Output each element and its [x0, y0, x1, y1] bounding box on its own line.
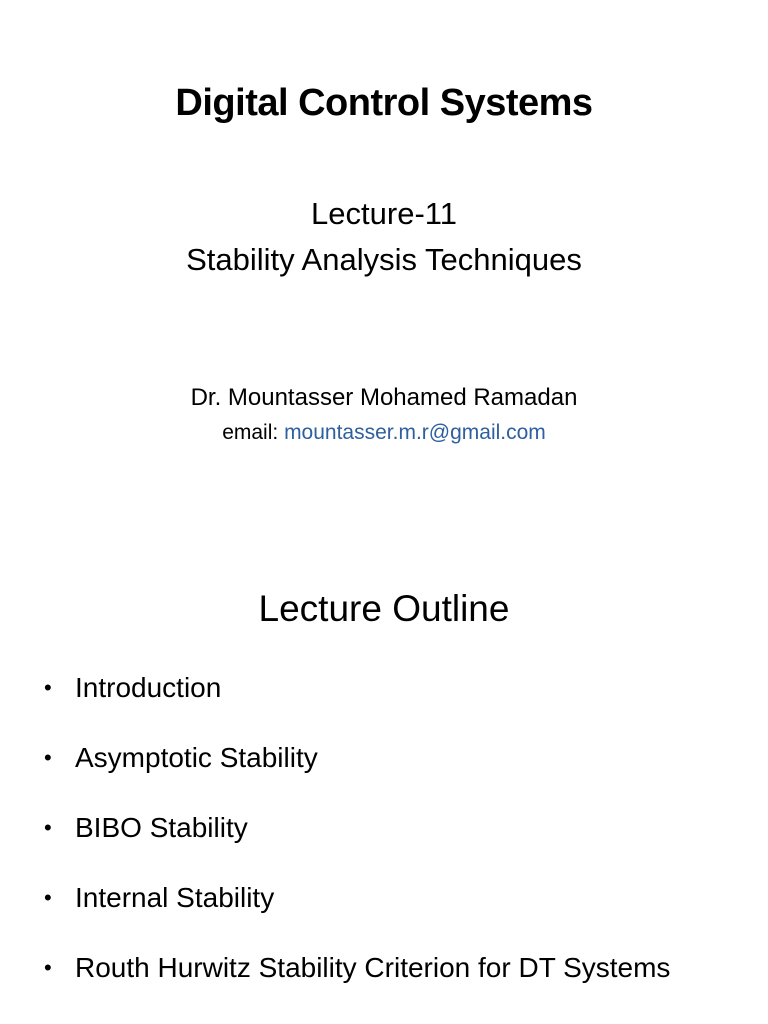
lecture-number: Lecture-11 — [311, 196, 457, 231]
bullet-icon: • — [44, 675, 52, 700]
document-title: Digital Control Systems — [175, 82, 593, 124]
outline-item — [44, 870, 744, 926]
email-link[interactable]: mountasser.m.r@gmail.com — [284, 421, 546, 444]
bullet-icon: • — [44, 815, 52, 840]
outline-item-label: Introduction — [75, 672, 222, 703]
bullet-icon: • — [44, 955, 52, 980]
outline-item — [44, 800, 744, 856]
bullet-icon: • — [44, 885, 52, 910]
email-line — [0, 421, 768, 445]
bullet-icon: • — [44, 745, 52, 770]
outline-heading: Lecture Outline — [258, 588, 510, 629]
outline-item — [44, 660, 744, 716]
outline-list — [44, 660, 744, 1010]
outline-item-label: Internal Stability — [75, 882, 275, 913]
outline-item — [44, 940, 744, 996]
outline-item — [44, 730, 744, 786]
lecture-subtitle: Stability Analysis Techniques — [186, 242, 582, 277]
outline-item-label: Routh Hurwitz Stability Criterion for DT Systems — [75, 952, 671, 983]
author-name: Dr. Mountasser Mohamed Ramadan — [190, 384, 578, 411]
email-label: email: — [222, 421, 279, 444]
outline-item-label: Asymptotic Stability — [75, 742, 318, 773]
outline-item-label: BIBO Stability — [75, 812, 248, 843]
